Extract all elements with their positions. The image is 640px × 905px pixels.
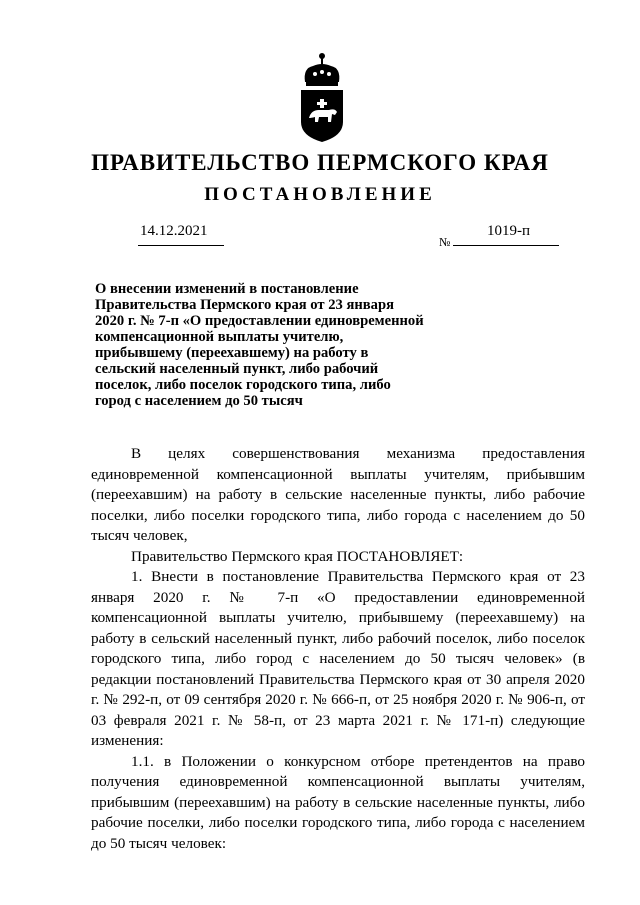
paragraph-item-1: 1. Внести в постановление Правительства Пермского края от 23 января 2020 г. № 7-п «О предоставлении единовременной компенсационной выплаты учителю, прибывшему (переехавшему) на работу в сельский населенный пункт, либо рабочий поселок, либо поселок городского типа, либо город с населением до 50 тысяч человек» (в редакции постановлений Правительства Пермского края от 30 апреля 2020 г. № 292-п, от 09 сентября 2020 г. № 666-п, от 25 ноября 2020 г. № 906-п, от 03 февраля 2021 г. № 58-п, от 23 марта 2021 г. № 171-п) следующие изменения: [91,568,585,749]
number-sign: № [439,235,451,249]
date-underline [138,245,224,246]
document-date: 14.12.2021 [140,223,208,239]
document-subject: О внесении изменений в постановление Правительства Пермского края от 23 января 2020 г. № 7-п «О предоставлении единовременной компенсационной выплаты учителю, прибывшему (переехавшему) на работу в сельский населенный пункт, либо рабочий поселок, либо поселок городского типа, либо город с населением до 50 тысяч [95,281,424,409]
coat-of-arms-icon [297,52,347,144]
crown-icon [305,53,340,86]
paragraph-resolves: Правительство Пермского края ПОСТАНОВЛЯЕТ: [131,547,464,565]
document-type: ПОСТАНОВЛЕНИЕ [204,184,436,205]
paragraph-preamble: В целях совершенствования механизма предоставления единовременной компенсационной выплаты учителям, прибывшим (переехавшим) на работу в сельские населенные пункты, либо рабочие поселки, либо поселки городского типа, либо города с населением до 50 тысяч человек, [91,445,585,544]
document-number: 1019-п [487,223,531,239]
document-body [91,444,585,854]
organization-title: ПРАВИТЕЛЬСТВО ПЕРМСКОГО КРАЯ [91,150,549,175]
paragraph-item-1-1: 1.1. в Положении о конкурсном отборе претендентов на право получения единовременной компенсационной выплаты учителям, прибывшим (переехавшим) на работу в сельские населенные пункты, либо рабочие поселки, либо поселки городского типа, либо города с населением до 50 тысяч человек: [91,752,585,852]
number-underline [453,245,559,246]
